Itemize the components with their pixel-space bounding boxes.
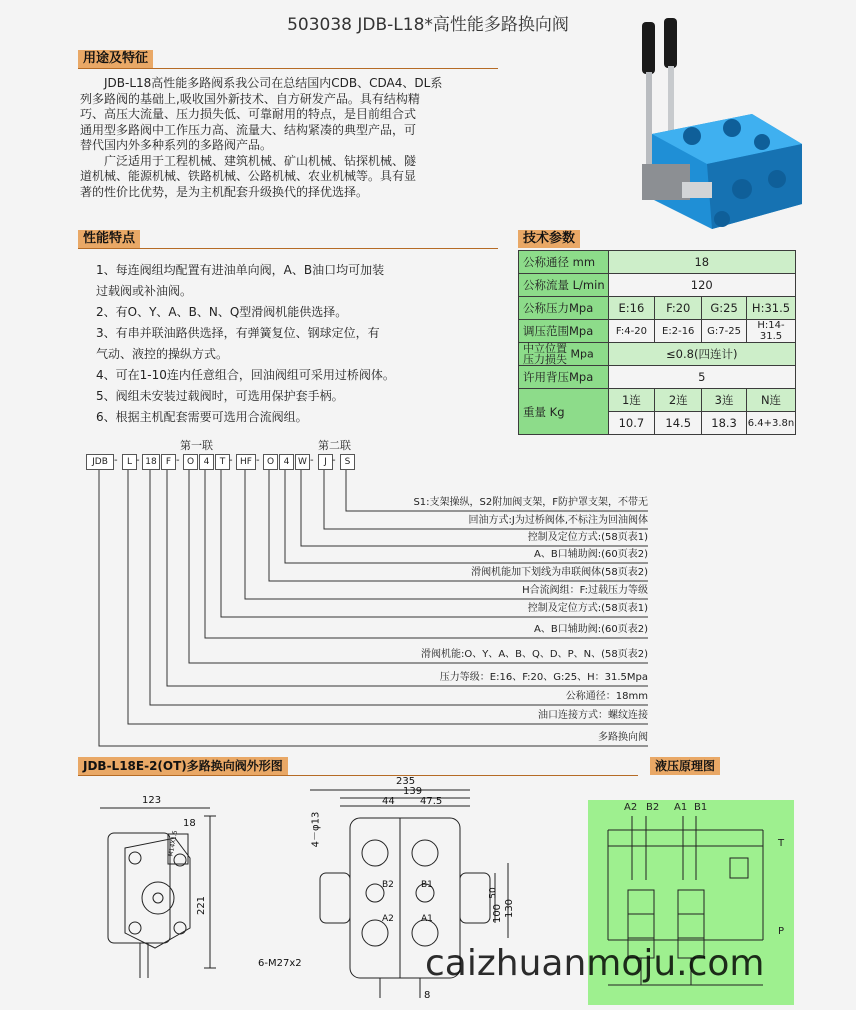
spec-value: F:4-20 xyxy=(608,320,655,343)
spec-weight-head: N连 xyxy=(746,389,795,412)
dim-221: 221 xyxy=(196,895,208,916)
spec-value: 18 xyxy=(608,251,795,274)
spec-value: H:14-31.5 xyxy=(746,320,795,343)
code-explanation: 油口连接方式：螺纹连接 xyxy=(538,710,648,721)
spec-label: 调压范围Mpa xyxy=(519,320,609,343)
plate-label: M14X1.5 xyxy=(167,829,179,858)
watermark: caizhuanmoju.com xyxy=(425,943,765,984)
dim-50: 50 xyxy=(488,887,499,899)
spec-label-line: 中立位置 xyxy=(523,342,567,355)
code-dash: - xyxy=(256,455,260,466)
spec-weight-head: 2连 xyxy=(655,389,702,412)
code-explanation: 公称通径：18mm xyxy=(565,691,648,702)
code-box-s: S xyxy=(340,454,355,470)
hyd-port-t: T xyxy=(778,838,785,849)
spec-label-line: 压力损失 xyxy=(523,353,567,366)
outline-heading: JDB-L18E-2(OT)多路换向阀外形图 xyxy=(78,757,288,775)
code-explanation: S1:支架操纵，S2附加阀支架，F防护罩支架，不带无 xyxy=(413,497,648,508)
usage-line: JDB-L18高性能多路阀系我公司在总结国内CDB、CDA4、DL系 xyxy=(80,76,443,90)
performance-line: 5、阀组未安装过载阀时，可选用保护套手柄。 xyxy=(96,389,344,403)
specs-heading: 技术参数 xyxy=(518,230,580,248)
port-label-a1: A1 xyxy=(421,914,433,924)
hyd-port-b1: B1 xyxy=(694,802,708,813)
hyd-port-p: P xyxy=(778,926,785,937)
dim-18: 18 xyxy=(183,818,196,829)
code-explanation: 滑阀机能加下划线为串联阀体(58页表2) xyxy=(471,567,648,578)
dim-100: 100 xyxy=(492,903,504,924)
group1-label: 第一联 xyxy=(180,439,213,452)
spec-value: E:16 xyxy=(608,297,655,320)
usage-line: 广泛适用于工程机械、建筑机械、矿山机械、钻探机械、隧 xyxy=(80,153,417,168)
performance-line: 过载阀或补油阀。 xyxy=(96,284,193,298)
outline-heading-rule xyxy=(78,775,638,776)
spec-label: 重量 Kg xyxy=(519,389,609,435)
hydraulic-heading: 液压原理图 xyxy=(650,757,720,775)
code-dash: - xyxy=(332,455,336,466)
code-dash: - xyxy=(310,455,314,466)
usage-line: 通用型多路阀中工作压力高、流量大、结构紧凑的典型产品，可 xyxy=(80,122,417,137)
dim-8: 8 xyxy=(424,990,431,1001)
performance-line: 气动、液控的操纵方式。 xyxy=(96,347,229,361)
port-label-b2: B2 xyxy=(382,880,394,890)
code-box-l: L xyxy=(122,454,137,470)
code-box-hf: HF xyxy=(236,454,256,470)
performance-line: 6、根据主机配套需要可选用合流阀组。 xyxy=(96,410,308,424)
spec-value: ≤0.8(四连计) xyxy=(608,343,795,366)
performance-line: 3、有串并联油路供选择，有弹簧复位、钢球定位，有 xyxy=(96,326,380,340)
code-explanation: A、B口辅助阀:(60页表2) xyxy=(534,624,648,635)
spec-label: 公称压力Mpa xyxy=(519,297,609,320)
code-explanation: 控制及定位方式:(58页表1) xyxy=(527,603,648,614)
spec-weight-value: 14.5 xyxy=(655,412,702,435)
spec-value: G:25 xyxy=(702,297,747,320)
code-explanation: 回油方式:J为过桥阀体,不标注为回油阀体 xyxy=(468,515,648,526)
spec-value: E:2-16 xyxy=(655,320,702,343)
spec-value: 120 xyxy=(608,274,795,297)
dim-139: 139 xyxy=(403,786,423,797)
group2-label: 第二联 xyxy=(318,439,351,452)
spec-value: H:31.5 xyxy=(746,297,795,320)
code-explanation: 控制及定位方式:(58页表1) xyxy=(527,532,648,543)
code-box-j: J xyxy=(318,454,333,470)
code-box-o: O xyxy=(183,454,198,470)
code-dash: - xyxy=(229,455,233,466)
performance-line: 2、有O、Y、A、B、N、Q型滑阀机能供选择。 xyxy=(96,305,348,319)
hyd-port-a1: A1 xyxy=(674,802,688,813)
spec-value: 5 xyxy=(608,366,795,389)
usage-line: 著的性价比优势，是为主机配套升级换代的择优选择。 xyxy=(80,184,369,199)
code-explanation: 压力等级：E:16、F:20、G:25、H：31.5Mpa xyxy=(439,672,648,683)
spec-label: 许用背压Mpa xyxy=(519,366,609,389)
spec-weight-value: 6.4+3.8n xyxy=(746,412,795,435)
spec-weight-value: 18.3 xyxy=(702,412,747,435)
usage-line: 巧、高压大流量、压力损失低、可靠耐用的特点，是目前组合式 xyxy=(80,107,417,121)
usage-line: 列多路阀的基础上,吸收国外新技术、自方研发产品。具有结构精 xyxy=(80,91,420,106)
port-label-a2: A2 xyxy=(382,914,394,924)
code-dash: - xyxy=(136,455,140,466)
performance-line: 4、可在1-10连内任意组合，回油阀组可采用过桥阀体。 xyxy=(96,368,395,382)
performance-line: 1、每连阀组均配置有进油单向阀，A、B油口均可加装 xyxy=(96,263,385,277)
code-dash: - xyxy=(176,455,180,466)
spec-weight-value: 10.7 xyxy=(608,412,655,435)
spec-value: G:7-25 xyxy=(702,320,747,343)
spec-label-unit: Mpa xyxy=(570,347,594,361)
hyd-port-b2: B2 xyxy=(646,802,660,813)
code-box-4b: 4 xyxy=(279,454,294,470)
code-box-o2: O xyxy=(263,454,278,470)
usage-heading: 用途及特征 xyxy=(78,50,153,68)
code-box-18: 18 xyxy=(142,454,160,470)
spec-label: 公称流量 L/min xyxy=(519,274,609,297)
dim-47-5: 47.5 xyxy=(420,796,443,807)
page-title: 503038 JDB-L18*高性能多路换向阀 xyxy=(287,15,569,35)
spec-value: F:20 xyxy=(655,297,702,320)
code-box-t: T xyxy=(215,454,230,470)
code-explanation: H合流阀组：F:过载压力等级 xyxy=(522,585,648,596)
port-label-b1: B1 xyxy=(421,880,433,890)
code-box-4: 4 xyxy=(199,454,214,470)
dim-123: 123 xyxy=(142,795,162,806)
spec-weight-head: 3连 xyxy=(702,389,747,412)
code-explanation: 多路换向阀 xyxy=(598,732,648,743)
dim-phi13: 4－φ13 xyxy=(310,811,322,848)
dim-130: 130 xyxy=(504,898,516,919)
dim-thread: 6-M27x2 xyxy=(258,958,302,969)
usage-line: 道机械、能源机械、铁路机械、公路机械、农业机械等。具有显 xyxy=(80,169,417,183)
usage-line: 替代国内外多种系列的多路阀产品。 xyxy=(80,138,273,152)
code-box-jdb: JDB xyxy=(86,454,114,470)
dim-44: 44 xyxy=(382,796,395,807)
code-dash: - xyxy=(114,455,118,466)
code-explanation: 滑阀机能:O、Y、A、B、Q、D、P、N、(58页表2) xyxy=(420,649,648,660)
code-box-w: W xyxy=(295,454,310,470)
code-box-f: F xyxy=(161,454,176,470)
spec-label: 公称通径 mm xyxy=(519,251,609,274)
performance-heading: 性能特点 xyxy=(78,230,140,248)
hyd-port-a2: A2 xyxy=(624,802,638,813)
code-explanation: A、B口辅助阀:(60页表2) xyxy=(534,549,648,560)
dim-235: 235 xyxy=(396,776,416,787)
spec-weight-head: 1连 xyxy=(608,389,655,412)
